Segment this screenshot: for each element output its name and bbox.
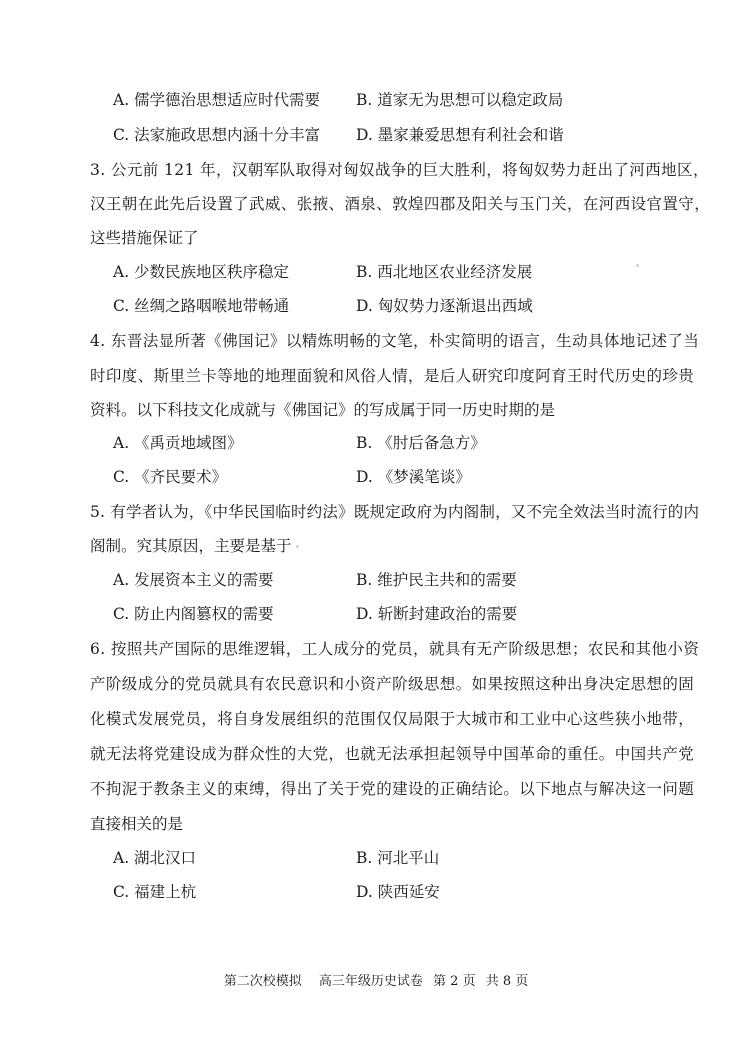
scan-speck — [636, 264, 639, 267]
q4-stem-line-2: 时印度、斯里兰卡等地的地理面貌和风俗人情，是后人研究印度阿育王时代历史的珍贵 — [90, 367, 695, 385]
q4-stem-line-3: 资料。以下科技文化成就与《佛国记》的写成属于同一历史时期的是 — [90, 401, 556, 419]
q4-option-d: D. 《梦溪笔谈》 — [356, 468, 471, 486]
footer-page-number: 第 2 页 — [433, 974, 476, 989]
q3-option-d: D. 匈奴势力逐渐退出西域 — [356, 297, 533, 315]
q4-option-a: A. 《禹贡地域图》 — [113, 434, 243, 452]
footer-exam-name: 第二次校模拟 — [223, 974, 302, 989]
q5-option-d: D. 斩断封建政治的需要 — [356, 605, 518, 623]
q3-stem-line-2: 汉王朝在此先后设置了武威、张掖、酒泉、敦煌四郡及阳关与玉门关，在河西设官置守， — [90, 195, 711, 213]
q5-stem-line-1: 5. 有学者认为，《中华民国临时约法》既规定政府为内阁制，又不完全效法当时流行的内 — [90, 503, 700, 521]
footer-paper-name: 高三年级历史试卷 — [318, 974, 423, 989]
q6-option-b: B. 河北平山 — [356, 849, 440, 867]
q6-option-c: C. 福建上杭 — [113, 883, 197, 901]
q2-option-b: B. 道家无为思想可以稳定政局 — [356, 91, 564, 109]
q2-option-d: D. 墨家兼爱思想有利社会和谐 — [356, 126, 564, 144]
q2-option-a: A. 儒学德治思想适应时代需要 — [113, 91, 321, 109]
q2-option-c: C. 法家施政思想内涵十分丰富 — [113, 126, 321, 144]
q5-option-a: A. 发展资本主义的需要 — [113, 571, 274, 589]
q6-stem-line-5: 不拘泥于教条主义的束缚，得出了关于党的建设的正确结论。以下地点与解决这一问题 — [90, 780, 695, 798]
q6-stem-line-3: 化模式发展党员，将自身发展组织的范围仅仅局限于大城市和工业中心这些狭小地带， — [90, 710, 695, 728]
footer-page-total: 共 8 页 — [485, 974, 529, 989]
q5-stem-line-2: 阁制。究其原因，主要是基于 — [90, 537, 292, 555]
scan-speck — [296, 545, 299, 548]
q5-option-b: B. 维护民主共和的需要 — [356, 571, 517, 589]
q5-option-c: C. 防止内阁篡权的需要 — [113, 605, 274, 623]
q4-stem-line-1: 4. 东晋法显所著《佛国记》以精炼明畅的文笔，朴实简明的语言，生动具体地记述了当 — [90, 332, 700, 350]
q3-stem-line-3: 这些措施保证了 — [90, 229, 199, 247]
q3-stem-line-1: 3. 公元前 121 年，汉朝军队取得对匈奴战争的巨大胜利，将匈奴势力赶出了河西地区， — [90, 161, 709, 179]
q3-option-c: C. 丝绸之路咽喉地带畅通 — [113, 297, 290, 315]
q6-option-a: A. 湖北汉口 — [113, 849, 197, 867]
page-footer — [0, 970, 752, 989]
q6-stem-line-1: 6. 按照共产国际的思维逻辑，工人成分的党员，就具有无产阶级思想；农民和其他小资 — [90, 640, 700, 658]
q6-stem-line-2: 产阶级成分的党员就具有农民意识和小资产阶级思想。如果按照这种出身决定思想的固 — [90, 675, 695, 693]
q6-stem-line-4: 就无法将党建设成为群众性的大党，也就无法承担起领导中国革命的重任。中国共产党 — [90, 745, 695, 763]
q4-option-c: C. 《齐民要术》 — [113, 468, 228, 486]
q3-option-a: A. 少数民族地区秩序稳定 — [113, 263, 290, 281]
q4-option-b: B. 《肘后备急方》 — [356, 434, 486, 452]
q3-option-b: B. 西北地区农业经济发展 — [356, 263, 533, 281]
q6-stem-line-6: 直接相关的是 — [90, 815, 184, 833]
q6-option-d: D. 陕西延安 — [356, 883, 440, 901]
